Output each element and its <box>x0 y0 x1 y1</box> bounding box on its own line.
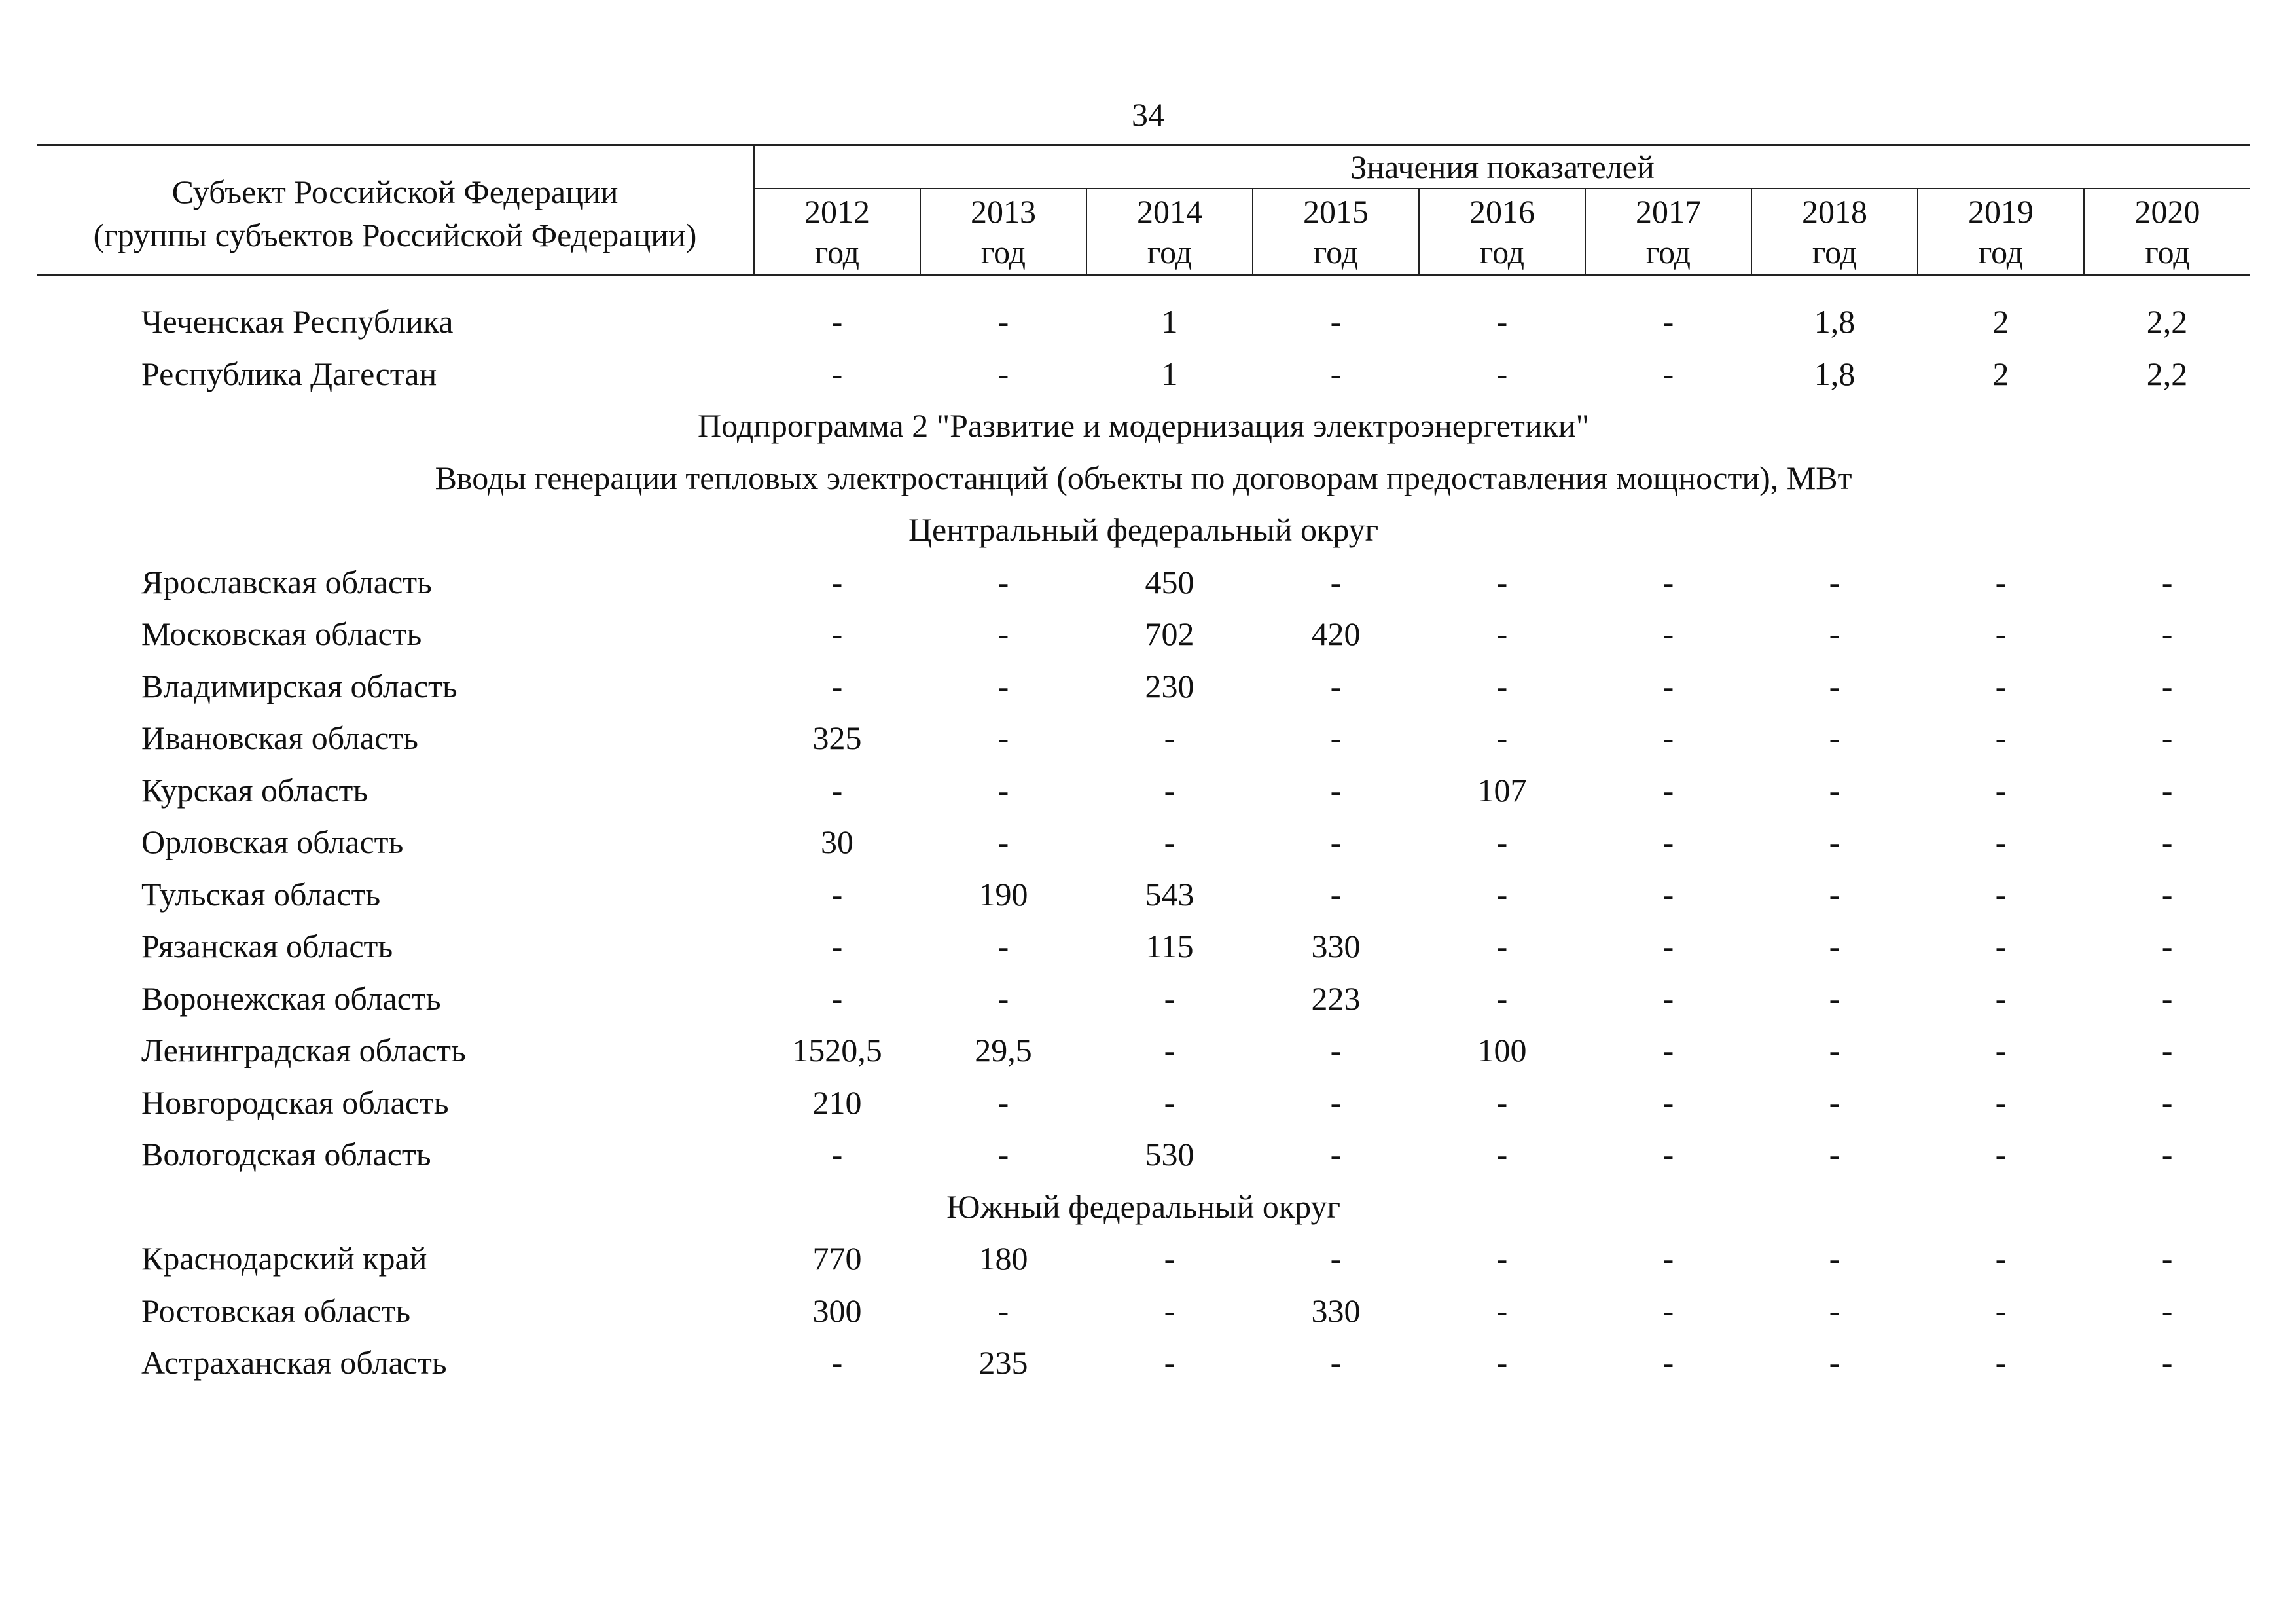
value-cell-2018: - <box>1829 1136 1840 1173</box>
value-cell-2020: - <box>2161 1032 2173 1068</box>
value-cell-2018: - <box>1829 824 1840 860</box>
value-cell-2014: - <box>1164 1292 1175 1329</box>
value-cell-2016: - <box>1496 615 1508 652</box>
region-name: Новгородская область <box>141 1084 449 1121</box>
value-cell-2013: 180 <box>978 1240 1028 1277</box>
value-cell-2019: - <box>1995 615 2007 652</box>
value-cell-2018: - <box>1829 1032 1840 1068</box>
subprogram-title <box>37 400 2250 452</box>
value-cell-2018: 1,8 <box>1814 303 1856 340</box>
value-cell-2018: - <box>1829 667 1840 704</box>
district-title-south-text: Южный федеральный округ <box>946 1188 1340 1225</box>
year-number: 2018 <box>1802 193 1867 230</box>
year-suffix: год <box>2145 234 2190 270</box>
year-number: 2014 <box>1137 193 1202 230</box>
value-cell-2012: - <box>831 355 843 392</box>
value-cell-2016: - <box>1496 824 1508 860</box>
table-row <box>37 1337 2250 1389</box>
year-number: 2019 <box>1968 193 2034 230</box>
value-cell-2017: - <box>1662 303 1674 340</box>
value-cell-2012: 1520,5 <box>792 1032 882 1068</box>
value-cell-2016: - <box>1496 928 1508 964</box>
district-title-central-text: Центральный федеральный округ <box>908 511 1379 548</box>
value-cell-2018: 1,8 <box>1814 355 1856 392</box>
table-row <box>37 1285 2250 1338</box>
value-cell-2013: - <box>997 355 1009 392</box>
value-cell-2013: - <box>997 720 1009 756</box>
table-row <box>37 296 2250 348</box>
value-cell-2018: - <box>1829 1240 1840 1277</box>
year-suffix: год <box>1313 234 1359 270</box>
value-cell-2020: 2,2 <box>2146 303 2188 340</box>
table-row <box>37 1077 2250 1129</box>
value-cell-2016: 107 <box>1477 771 1527 809</box>
value-cell-2015: 420 <box>1311 615 1361 652</box>
subject-column-header <box>37 145 754 276</box>
table-row <box>37 869 2250 921</box>
value-cell-2015: - <box>1330 303 1342 340</box>
year-header-2017 <box>1585 189 1751 276</box>
value-cell-2015: - <box>1330 355 1342 392</box>
value-cell-2016: - <box>1496 1292 1508 1329</box>
value-cell-2020: - <box>2161 1136 2173 1173</box>
region-name: Курская область <box>141 771 368 809</box>
value-cell-2017: - <box>1662 720 1674 756</box>
year-suffix: год <box>1147 234 1193 270</box>
value-cell-2013: - <box>997 979 1009 1017</box>
year-header-2012 <box>754 189 920 276</box>
value-cell-2013: 190 <box>978 875 1028 913</box>
value-cell-2019: - <box>1995 771 2007 809</box>
value-cell-2019: - <box>1995 824 2007 860</box>
table-row <box>37 816 2250 869</box>
value-cell-2013: - <box>997 667 1009 704</box>
value-cell-2014: - <box>1164 1240 1175 1277</box>
value-cell-2016: - <box>1496 979 1508 1017</box>
value-cell-2017: - <box>1662 1292 1674 1329</box>
page-number: 34 <box>1132 96 1164 133</box>
region-name: Ивановская область <box>141 720 418 756</box>
value-cell-2012: - <box>831 771 843 809</box>
value-cell-2014: - <box>1164 771 1175 809</box>
value-cell-2020: - <box>2161 1084 2173 1121</box>
value-cell-2012: - <box>831 875 843 913</box>
value-cell-2014: 1 <box>1161 355 1178 392</box>
value-cell-2020: - <box>2161 771 2173 809</box>
value-cell-2019: - <box>1995 1344 2007 1381</box>
value-cell-2019: - <box>1995 720 2007 756</box>
indicator-title-text: Вводы генерации тепловых электростанций (объекты по договорам предоставления мощности), МВт <box>435 459 1852 496</box>
value-cell-2017: - <box>1662 1240 1674 1277</box>
indicators-table <box>37 144 2250 1389</box>
year-header-2018 <box>1751 189 1918 276</box>
value-cell-2015: - <box>1330 1344 1342 1381</box>
value-cell-2017: - <box>1662 1084 1674 1121</box>
value-cell-2012: 210 <box>812 1084 862 1121</box>
value-cell-2019: - <box>1995 667 2007 704</box>
value-cell-2018: - <box>1829 1292 1840 1329</box>
value-cell-2015: - <box>1330 563 1342 600</box>
table-row <box>37 556 2250 609</box>
value-cell-2018: - <box>1829 1084 1840 1121</box>
year-header-2015 <box>1253 189 1419 276</box>
table-row <box>37 348 2250 401</box>
value-cell-2019: - <box>1995 1136 2007 1173</box>
value-cell-2017: - <box>1662 875 1674 913</box>
value-cell-2018: - <box>1829 720 1840 756</box>
value-cell-2019: 2 <box>1992 303 2009 340</box>
value-cell-2020: - <box>2161 667 2173 704</box>
year-header-2020 <box>2084 189 2250 276</box>
value-cell-2020: - <box>2161 720 2173 756</box>
value-cell-2017: - <box>1662 979 1674 1017</box>
subject-header-line-1: Субъект Российской Федерации <box>171 173 619 210</box>
value-cell-2014: 230 <box>1145 667 1194 704</box>
value-cell-2020: - <box>2161 824 2173 860</box>
value-cell-2014: 702 <box>1145 615 1194 652</box>
value-cell-2017: - <box>1662 355 1674 392</box>
value-cell-2016: - <box>1496 667 1508 704</box>
header-spacer <box>37 276 2250 297</box>
value-cell-2012: - <box>831 979 843 1017</box>
table-row <box>37 921 2250 973</box>
table-row <box>37 608 2250 661</box>
table-header <box>37 145 2250 276</box>
value-cell-2017: - <box>1662 615 1674 652</box>
value-cell-2013: - <box>997 928 1009 964</box>
value-cell-2018: - <box>1829 875 1840 913</box>
district-title-south <box>37 1181 2250 1233</box>
value-cell-2014: - <box>1164 720 1175 756</box>
value-cell-2020: - <box>2161 979 2173 1017</box>
value-cell-2020: - <box>2161 1344 2173 1381</box>
value-cell-2015: - <box>1330 720 1342 756</box>
value-cell-2017: - <box>1662 824 1674 860</box>
year-number: 2017 <box>1636 193 1701 230</box>
year-header-2014 <box>1086 189 1253 276</box>
value-cell-2017: - <box>1662 563 1674 600</box>
region-name: Краснодарский край <box>141 1240 427 1277</box>
value-cell-2013: - <box>997 615 1009 652</box>
region-name: Орловская область <box>141 824 404 860</box>
year-suffix: год <box>1645 234 1691 270</box>
value-cell-2013: - <box>997 1292 1009 1329</box>
value-cell-2019: - <box>1995 1032 2007 1068</box>
value-cell-2012: 30 <box>821 824 853 860</box>
value-cell-2018: - <box>1829 771 1840 809</box>
value-cell-2017: - <box>1662 928 1674 964</box>
value-cell-2012: 770 <box>812 1240 862 1277</box>
year-suffix: год <box>1479 234 1525 270</box>
value-cell-2019: - <box>1995 1084 2007 1121</box>
year-header-2013 <box>920 189 1086 276</box>
value-cell-2012: - <box>831 1136 843 1173</box>
year-suffix: год <box>980 234 1026 270</box>
region-name: Рязанская область <box>141 928 393 964</box>
year-header-2019 <box>1918 189 2084 276</box>
value-cell-2015: 330 <box>1311 1292 1361 1329</box>
value-cell-2016: - <box>1496 303 1508 340</box>
value-cell-2017: - <box>1662 1344 1674 1381</box>
value-cell-2013: 235 <box>978 1344 1028 1381</box>
value-cell-2013: - <box>997 1084 1009 1121</box>
value-cell-2016: - <box>1496 875 1508 913</box>
year-suffix: год <box>814 234 860 270</box>
value-cell-2012: 325 <box>812 720 862 756</box>
value-cell-2018: - <box>1829 928 1840 964</box>
value-cell-2019: - <box>1995 979 2007 1017</box>
value-cell-2013: - <box>997 824 1009 860</box>
year-number: 2015 <box>1303 193 1369 230</box>
value-cell-2015: - <box>1330 1084 1342 1121</box>
value-cell-2019: - <box>1995 928 2007 964</box>
value-cell-2012: 300 <box>812 1292 862 1329</box>
region-name: Владимирская область <box>141 667 457 704</box>
year-header-2016 <box>1419 189 1585 276</box>
region-name: Ленинградская область <box>141 1032 466 1068</box>
table-row <box>37 973 2250 1025</box>
value-cell-2019: - <box>1995 875 2007 913</box>
value-cell-2016: - <box>1496 1344 1508 1381</box>
region-name: Московская область <box>141 615 422 652</box>
value-cell-2014: - <box>1164 1084 1175 1121</box>
value-cell-2018: - <box>1829 615 1840 652</box>
value-cell-2014: 1 <box>1161 303 1178 340</box>
value-cell-2015: - <box>1330 1136 1342 1173</box>
value-cell-2019: - <box>1995 1240 2007 1277</box>
table-row <box>37 1233 2250 1285</box>
subprogram-title-text: Подпрограмма 2 "Развитие и модернизация электроэнергетики" <box>698 407 1590 444</box>
value-cell-2015: - <box>1330 875 1342 913</box>
table-body <box>37 276 2250 1389</box>
value-cell-2016: - <box>1496 1240 1508 1277</box>
district-title-central <box>37 504 2250 556</box>
value-cell-2017: - <box>1662 1032 1674 1068</box>
value-cell-2012: - <box>831 615 843 652</box>
region-name: Ярославская область <box>141 563 432 600</box>
value-cell-2014: - <box>1164 1344 1175 1381</box>
value-cell-2015: 223 <box>1311 979 1361 1017</box>
value-cell-2014: 530 <box>1145 1136 1194 1173</box>
value-cell-2014: 450 <box>1145 563 1194 600</box>
region-name: Чеченская Республика <box>141 303 454 340</box>
value-cell-2014: - <box>1164 979 1175 1017</box>
subject-header-line-2: (группы субъектов Российской Федерации) <box>93 217 697 253</box>
value-cell-2017: - <box>1662 1136 1674 1173</box>
value-cell-2015: 330 <box>1311 928 1361 964</box>
region-name: Воронежская область <box>141 979 441 1017</box>
table-row <box>37 1025 2250 1077</box>
table-row <box>37 765 2250 817</box>
value-cell-2017: - <box>1662 771 1674 809</box>
value-cell-2014: - <box>1164 1032 1175 1068</box>
value-cell-2017: - <box>1662 667 1674 704</box>
value-cell-2020: 2,2 <box>2146 355 2188 392</box>
indicator-title <box>37 452 2250 505</box>
value-cell-2020: - <box>2161 563 2173 600</box>
region-name: Астраханская область <box>141 1344 447 1381</box>
table-row <box>37 1129 2250 1181</box>
region-name: Вологодская область <box>141 1136 431 1173</box>
value-cell-2018: - <box>1829 563 1840 600</box>
year-suffix: год <box>1812 234 1857 270</box>
year-number: 2020 <box>2134 193 2200 230</box>
value-cell-2016: - <box>1496 1084 1508 1121</box>
value-cell-2012: - <box>831 1344 843 1381</box>
region-name: Тульская область <box>141 875 381 913</box>
value-cell-2012: - <box>831 303 843 340</box>
value-cell-2013: - <box>997 303 1009 340</box>
table-row <box>37 661 2250 713</box>
year-number: 2013 <box>971 193 1036 230</box>
value-cell-2020: - <box>2161 1240 2173 1277</box>
value-cell-2019: - <box>1995 563 2007 600</box>
value-cell-2016: - <box>1496 563 1508 600</box>
region-name: Ростовская область <box>141 1292 411 1329</box>
value-cell-2012: - <box>831 563 843 600</box>
value-cell-2019: 2 <box>1992 355 2009 392</box>
value-cell-2020: - <box>2161 875 2173 913</box>
value-cell-2019: - <box>1995 1292 2007 1329</box>
value-cell-2020: - <box>2161 928 2173 964</box>
value-cell-2015: - <box>1330 1240 1342 1277</box>
year-number: 2016 <box>1469 193 1535 230</box>
value-cell-2015: - <box>1330 824 1342 860</box>
value-cell-2016: - <box>1496 355 1508 392</box>
value-cell-2015: - <box>1330 667 1342 704</box>
value-cell-2014: 543 <box>1145 875 1194 913</box>
value-cell-2012: - <box>831 928 843 964</box>
value-cell-2016: - <box>1496 1136 1508 1173</box>
value-cell-2018: - <box>1829 979 1840 1017</box>
value-cell-2012: - <box>831 667 843 704</box>
region-name: Республика Дагестан <box>141 355 437 392</box>
value-cell-2020: - <box>2161 615 2173 652</box>
value-cell-2013: - <box>997 771 1009 809</box>
values-group-header: Значения показателей <box>754 145 2250 189</box>
value-cell-2018: - <box>1829 1344 1840 1381</box>
value-cell-2014: 115 <box>1145 928 1194 964</box>
value-cell-2015: - <box>1330 1032 1342 1068</box>
value-cell-2013: - <box>997 1136 1009 1173</box>
value-cell-2020: - <box>2161 1292 2173 1329</box>
value-cell-2013: 29,5 <box>975 1032 1032 1068</box>
year-number: 2012 <box>804 193 870 230</box>
indicators-table-wrapper <box>37 144 2242 1389</box>
value-cell-2015: - <box>1330 771 1342 809</box>
value-cell-2014: - <box>1164 824 1175 860</box>
table-row <box>37 712 2250 765</box>
value-cell-2016: - <box>1496 720 1508 756</box>
year-suffix: год <box>1978 234 2024 270</box>
value-cell-2016: 100 <box>1477 1032 1527 1068</box>
value-cell-2013: - <box>997 563 1009 600</box>
